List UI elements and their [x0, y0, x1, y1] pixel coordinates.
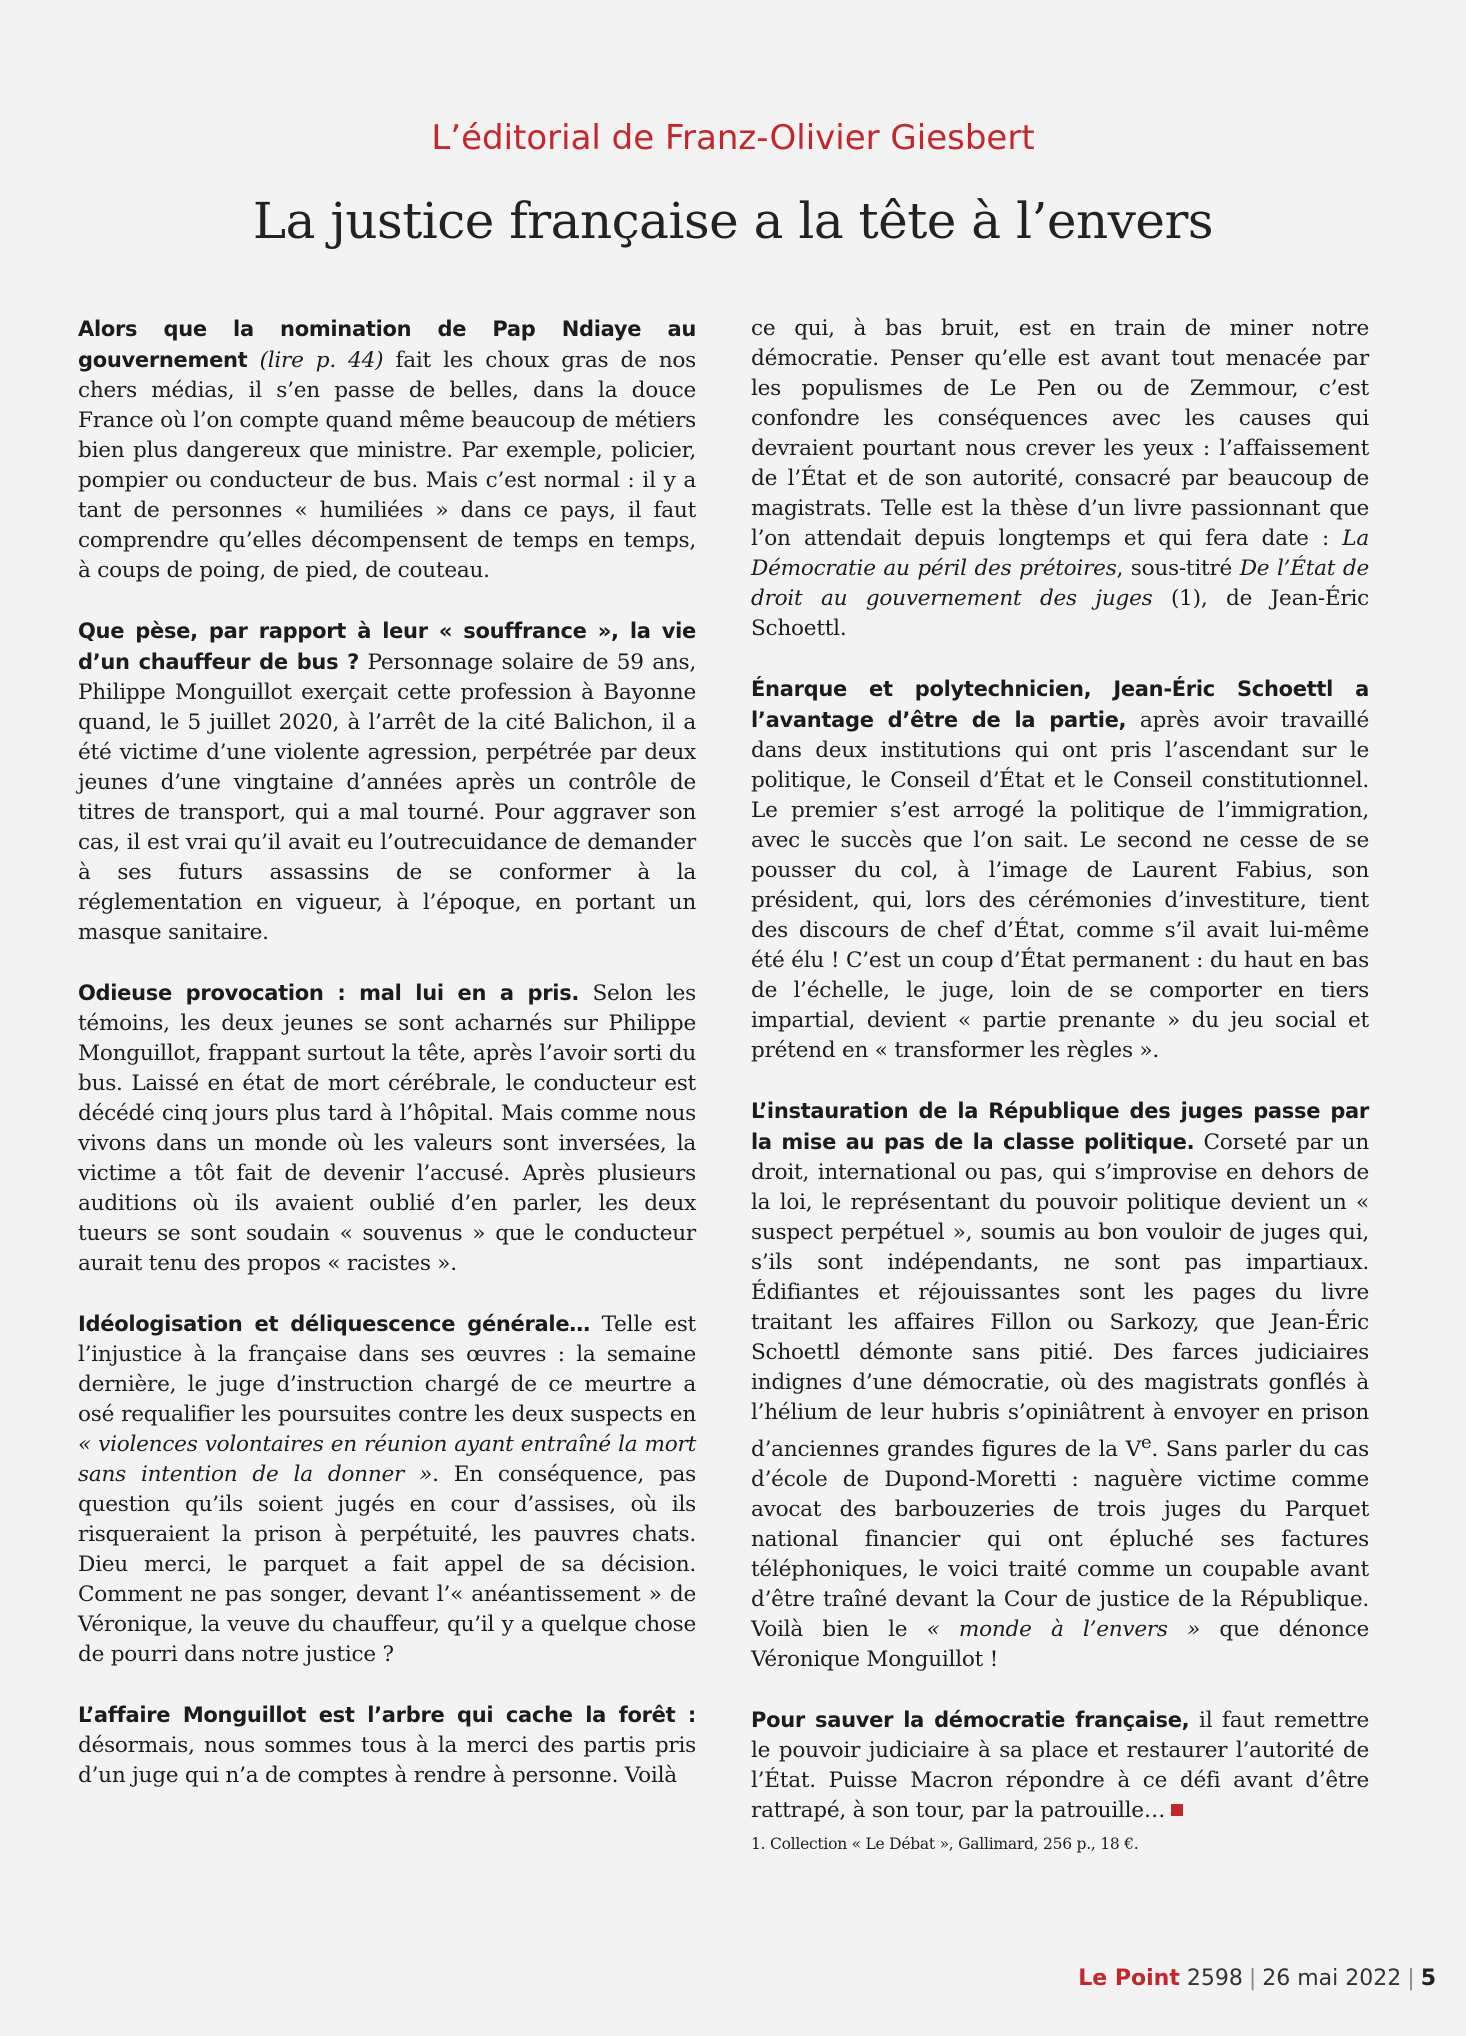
paragraph-text: Corseté par un droit, international ou pas, qui s’improvise en dehors de la loi, le représentant du pouvoir politique devient un « suspect perpétuel », soumis au bon vouloir de juges qui, s’ils sont indépendants, ne sont pas impartiaux. Édifiantes et réjouissantes sont les pages du livre traitant les affaires Fillon ou Sarkozy, que Jean-Éric Schoettl démonte sans pitié. Des farces judiciaires indignes d’une démocratie, où des magistrats gonflés à l’hélium de leur hubris s’opiniâtrent à envoyer en prison d’anciennes grandes figures de la V — [751, 1130, 1369, 1463]
magazine-brand: Le Point — [1078, 1966, 1180, 1991]
paragraph-text: après avoir travaillé dans deux institutions qui ont pris l’ascendant sur le politique, le Conseil d’État et le Conseil constitutionnel. Le premier s’est arrogé la politique de l’immigration, avec le succès que l’on sait. Le second ne cesse de se pousser du col, à l’image de Laurent Fabius, son président, qui, lors des cérémonies d’investiture, tient des discours de chef d’État, comme s’il avait lui-même été élu ! C’est un coup d’État permanent : du haut en bas de l’échelle, le juge, loin de se comporter en tiers impartial, devient « partie prenante » du jeu social et prétend en « transformer les règles ». — [751, 708, 1369, 1063]
left-column — [78, 314, 696, 1821]
paragraph-text: désormais, nous sommes tous à la merci des partis pris d’un juge qui n’a de comptes à rendre à personne. Voilà — [78, 1733, 696, 1788]
paragraph-lead: L’instauration de la République des juges passe par la mise au pas de la classe politique. — [751, 1099, 1369, 1154]
paragraph-text: que dénonce Véronique Monguillot ! — [751, 1617, 1369, 1673]
footer-separator: | — [1407, 1966, 1415, 1991]
paragraph — [78, 616, 696, 948]
paragraph-text: . Sans parler du cas d’école de Dupond-Moretti : naguère victime comme avocat des barbouzeries de trois juges du Parquet national financier qui ont épluché ses factures téléphoniques, le voici traité comme un coupable avant d’être traîné devant la Cour de justice de la République. Voilà bien le — [751, 1437, 1369, 1643]
footer-separator: | — [1248, 1966, 1257, 1991]
paragraph-lead: Alors que la nomination de Pap Ndiaye au gouvernement — [78, 317, 696, 372]
paragraph-text: fait les choux gras de nos chers médias, il s’en passe de belles, dans la douce France où l’on compte quand même beaucoup de métiers bien plus dangereux que ministre. Par exemple, policier, pompier ou conducteur de bus. Mais c’est normal : il y a tant de personnes « humiliées » dans ce pays, il faut comprendre qu’elles décompensent de temps en temps, à coups de poing, de pied, de couteau. — [78, 348, 696, 583]
paragraph-text: , sous-titré — [1116, 556, 1240, 581]
quotation: « monde à l’envers » — [926, 1617, 1201, 1643]
paragraph — [751, 674, 1369, 1066]
quotation: « violences volontaires en réunion ayant entraîné la mort sans intention de la donner » — [78, 1432, 696, 1487]
footnote: 1. Collection « Le Débat », Gallimard, 256 p., 18 €. — [751, 1835, 1139, 1854]
issue-date: 26 mai 2022 — [1262, 1966, 1402, 1991]
paragraph-lead: L’affaire Monguillot est l’arbre qui cache la forêt : — [78, 1703, 696, 1727]
paragraph — [78, 1700, 696, 1791]
page-footer — [1078, 1966, 1436, 1991]
paragraph-text: Personnage solaire de 59 ans, Philippe Monguillot exerçait cette profession à Bayonne quand, le 5 juillet 2020, à l’arrêt de la cité Balichon, il a été victime d’une violente agression, perpétrée par deux jeunes d’une vingtaine d’années après un contrôle de titres de transport, qui a mal tourné. Pour aggraver son cas, il est vrai qu’il avait eu l’outrecuidance de demander à ses futurs assassins de se conformer à la réglementation en vigueur, à l’époque, en portant un masque sanitaire. — [78, 650, 696, 945]
editorial-kicker: L’éditorial de Franz-Olivier Giesbert — [431, 118, 1035, 158]
book-title: La Démocratie au péril des prétoires — [751, 526, 1369, 581]
paragraph-text: (1), de Jean-Éric Schoettl. — [751, 586, 1369, 641]
paragraph-lead: Que pèse, par rapport à leur « souffrance », la vie d’un chauffeur de bus ? — [78, 619, 696, 674]
paragraph — [751, 1096, 1369, 1675]
paragraph-text: ce qui, à bas bruit, est en train de miner notre démocratie. Penser qu’elle est avant tout menacée par les populismes de Le Pen ou de Zemmour, c’est confondre les conséquences avec les causes qui devraient pourtant nous crever les yeux : l’affaissement de l’État et de son autorité, consacré par beaucoup de magistrats. Telle est la thèse d’un livre passionnant que l’on attendait depuis longtemps et qui fera date : — [751, 316, 1369, 551]
page-number: 5 — [1420, 1966, 1436, 1991]
paragraph-lead: Pour sauver la démocratie française, — [751, 1708, 1190, 1733]
paragraph-text: . En conséquence, pas question qu’ils soient jugés en cour d’assises, où ils risqueraient la prison à perpétuité, les pauvres chats. Dieu merci, le parquet a fait appel de sa décision. Comment ne pas songer, devant l’« anéantissement » de Véronique, la veuve du chauffeur, qu’il y a quelque chose de pourri dans notre justice ? — [78, 1462, 696, 1667]
right-column — [751, 314, 1369, 1854]
end-mark-icon — [1171, 1804, 1183, 1816]
paragraph-lead: Idéologisation et déliquescence générale… — [78, 1312, 590, 1336]
paragraph — [78, 1309, 696, 1670]
paragraph — [78, 978, 696, 1279]
paragraph-lead: Odieuse provocation : mal lui en a pris. — [78, 981, 580, 1005]
paragraph — [78, 314, 696, 586]
page-reference: (lire p. 44) — [259, 348, 384, 373]
superscript: e — [1140, 1432, 1152, 1453]
issue-number: 2598 — [1186, 1966, 1243, 1991]
paragraph — [751, 314, 1369, 644]
paragraph-text: Telle est l’injustice à la française dans ses œuvres : la semaine dernière, le juge d’instruction chargé de ce meurtre a osé requalifier les poursuites contre les deux suspects en — [78, 1312, 696, 1427]
book-subtitle: De l’État de droit au gouvernement des juges — [751, 556, 1370, 611]
paragraph-text: il faut remettre le pouvoir judiciaire à sa place et restaurer l’autorité de l’État. Puisse Macron répondre à ce défi avant d’être rattrapé, à son tour, par la patrouille… — [751, 1708, 1369, 1824]
paragraph — [751, 1705, 1369, 1826]
article-title: La justice française a la tête à l’envers — [252, 192, 1214, 250]
paragraph-text: Selon les témoins, les deux jeunes se sont acharnés sur Philippe Monguillot, frappant surtout la tête, après l’avoir sorti du bus. Laissé en état de mort cérébrale, le conducteur est décédé cinq jours plus tard à l’hôpital. Mais comme nous vivons dans un monde où les valeurs sont inversées, la victime a tôt fait de devenir l’accusé. Après plusieurs auditions où ils avaient oublié d’en parler, les deux tueurs se sont soudain « souvenus » que le conducteur aurait tenu des propos « racistes ». — [78, 981, 696, 1276]
paragraph-lead: Énarque et polytechnicien, Jean-Éric Schoettl a l’avantage d’être de la partie, — [751, 677, 1369, 732]
